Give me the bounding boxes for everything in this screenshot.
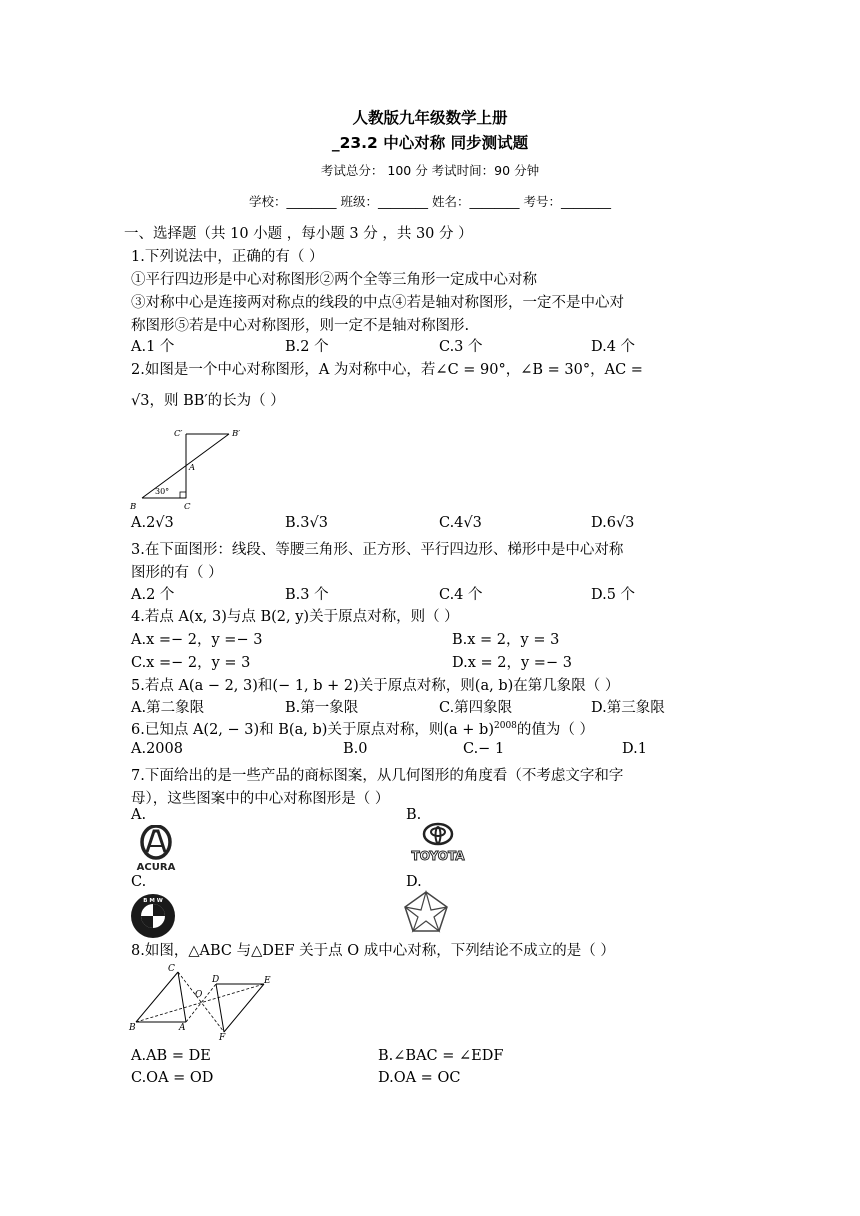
q2-label-b: B	[130, 502, 137, 512]
q1-line-3: ③对称中心是连接两对称点的线段的中点④若是轴对称图形，一定不是中心对	[131, 295, 624, 311]
q2-label-angle: 30°	[155, 487, 170, 496]
q8-label-f: F	[219, 1033, 226, 1040]
q7-line-2: 母），这些图案中的中心对称图形是（ ）	[131, 791, 390, 807]
q5-stem: 5.若点 A(a − 2, 3)和(− 1, b + 2)关于原点对称，则(a, b)在第几象限（ ）	[131, 678, 620, 694]
title-line-2: _23.2 中心对称 同步测试题	[331, 134, 529, 152]
q8-figure	[128, 960, 278, 1040]
q3-stem: 3.在下面图形：线段、等腰三角形、正方形、平行四边形、梯形中是中心对称	[131, 542, 624, 558]
q2-label-bprime: B′	[232, 429, 241, 439]
q5-option-d: D.第三象限	[591, 700, 665, 716]
q8-label-a: A	[179, 1023, 186, 1033]
q1-option-d: D.4 个	[591, 339, 636, 355]
section-heading: 一、选择题（共 10 小题 ，每小题 3 分 ，共 30 分 ）	[124, 226, 473, 242]
acura-logo-icon	[130, 825, 182, 873]
q2-line-2: √3，则 BB′的长为（ ）	[131, 393, 285, 409]
q6-exponent: 2008	[494, 721, 517, 732]
q4-option-b: B.x = 2，y = 3	[452, 632, 560, 648]
q2-stem: 2.如图是一个中心对称图形，A 为对称中心，若∠C = 90°，∠B = 30°，AC =	[131, 362, 643, 378]
q3-option-b: B.3 个	[285, 587, 329, 603]
q6-option-a: A.2008	[131, 741, 183, 757]
q6-option-b: B.0	[343, 741, 368, 757]
toyota-logo-text: TOYOTA	[411, 849, 465, 863]
pentastar-logo-icon	[402, 890, 450, 934]
title-line-1: 人教版九年级数学上册	[352, 109, 508, 127]
bmw-logo-icon	[130, 893, 176, 939]
q2-label-c: C	[184, 502, 191, 512]
q3-option-c: C.4 个	[439, 587, 483, 603]
exam-info: 考试总分： 100 分 考试时间：90 分钟	[320, 163, 540, 178]
q6-option-c: C.− 1	[463, 741, 505, 757]
q5-option-a: A.第二象限	[131, 700, 205, 716]
q7-option-a: A.	[131, 807, 147, 823]
q6-stem-main: 6.已知点 A(2, − 3)和 B(a, b)关于原点对称，则(a + b)	[131, 722, 494, 738]
q8-label-b: B	[129, 1023, 136, 1033]
q8-option-b: B.∠BAC = ∠EDF	[378, 1048, 504, 1064]
q1-line-4: 称图形⑤若是中心对称图形，则一定不是轴对称图形.	[131, 318, 470, 334]
q2-option-d: D.6√3	[591, 515, 635, 531]
q3-option-a: A.2 个	[131, 587, 175, 603]
q6-stem	[131, 718, 594, 739]
q1-option-b: B.2 个	[285, 339, 329, 355]
q8-label-c: C	[168, 964, 175, 974]
q4-stem: 4.若点 A(x, 3)与点 B(2, y)关于原点对称，则（ ）	[131, 609, 459, 625]
q1-stem: 1.下列说法中，正确的有（ ）	[131, 249, 324, 265]
q2-option-c: C.4√3	[439, 515, 482, 531]
q6-option-d: D.1	[622, 741, 647, 757]
q4-option-c: C.x =− 2，y = 3	[131, 655, 251, 671]
q2-figure	[128, 423, 258, 515]
q8-label-d: D	[212, 975, 220, 985]
q2-label-cprime: C′	[174, 429, 183, 439]
q4-option-d: D.x = 2，y =− 3	[452, 655, 572, 671]
q1-option-c: C.3 个	[439, 339, 483, 355]
q7-stem: 7.下面给出的是一些产品的商标图案，从几何图形的角度看（不考虑文字和字	[131, 768, 624, 784]
q8-label-o: O	[195, 990, 203, 1000]
q5-option-b: B.第一象限	[285, 700, 359, 716]
q3-line-2: 图形的有（ ）	[131, 565, 223, 581]
q4-option-a: A.x =− 2，y =− 3	[131, 632, 263, 648]
q1-option-a: A.1 个	[131, 339, 175, 355]
q8-stem: 8.如图，△ABC 与△DEF 关于点 O 成中心对称，下列结论不成立的是（ ）	[131, 943, 615, 959]
q8-label-e: E	[264, 976, 271, 986]
q7-option-b: B.	[406, 807, 422, 823]
q8-option-a: A.AB = DE	[131, 1048, 211, 1064]
q6-stem-tail: 的值为（ ）	[516, 722, 595, 738]
q3-option-d: D.5 个	[591, 587, 636, 603]
q2-option-b: B.3√3	[285, 515, 328, 531]
q2-label-a: A	[189, 463, 196, 473]
q7-option-d: D.	[406, 874, 422, 890]
q1-line-2: ①平行四边形是中心对称图形②两个全等三角形一定成中心对称	[131, 272, 537, 288]
q7-option-c: C.	[131, 874, 147, 890]
q8-option-d: D.OA = OC	[378, 1070, 461, 1086]
q2-option-a: A.2√3	[131, 515, 174, 531]
toyota-logo-icon	[403, 820, 473, 864]
bmw-logo-text: B M W	[143, 898, 163, 904]
q5-option-c: C.第四象限	[439, 700, 513, 716]
q8-option-c: C.OA = OD	[131, 1070, 214, 1086]
student-info: 学校：________ 班级：________ 姓名：________ 考号：________	[249, 194, 611, 209]
acura-logo-text: ACURA	[136, 862, 176, 873]
